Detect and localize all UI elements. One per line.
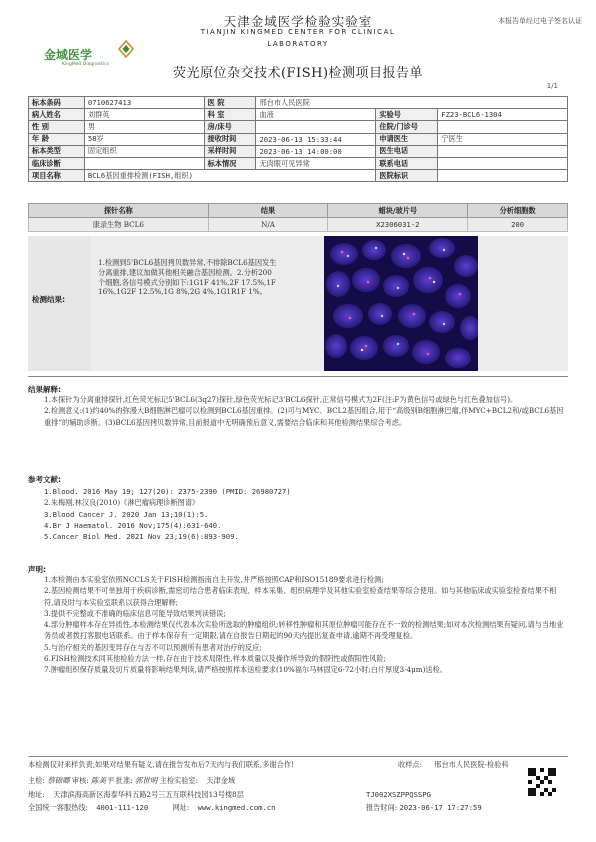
table-row: [29, 109, 568, 121]
column-header-result: 结果: [208, 204, 328, 218]
interpretation-heading: 结果解释:: [28, 385, 61, 394]
info-label: 实验号: [376, 109, 438, 121]
column-header-probe: 探针名称: [29, 204, 209, 218]
fish-microscopy-image: [324, 236, 478, 371]
list-item: 1.Blood. 2016 May 19; 127(20): 2375-2390 (PMID: 26980727): [44, 487, 291, 496]
logo-text-en: KingMed Diagnostics: [62, 62, 109, 67]
list-item: 2.基因检测结果不可单独用于疾病诊断,需密切结合患者临床表现、样本采集、组织病理学及其他实验室检查结果等综合使用。如与其他临床或实验室检查结果不相符,请及时与本实验室联系以获得合理解释;: [44, 586, 557, 607]
approver-signature: 郭世明: [134, 776, 158, 785]
block-slide-number: X2306031-2: [328, 218, 468, 232]
lab-name-en-line2: LABORATORY: [267, 40, 329, 48]
info-value: 宁医生: [438, 133, 568, 145]
report-code: TJ002XSZPPQSSPG: [366, 790, 431, 799]
list-item: 6.FISH检测技术同其他检验方法一样,存在由于技术局限性,样本质量以及操作所导致的假阴性或假阳性风险;: [44, 654, 386, 664]
interpretation-paragraph: 2.检测意义:(1)约40%的弥漫大B细胞淋巴瘤可以检测到BCL6基因重排。(2)可与MYC、BCL2基因组合,用于“高级别B细胞淋巴瘤,伴MYC+BCL2和/或BCL6基因重排”的辅助诊断。(3)BCL6基因拷贝数异常,目前报道中无明确预后意义,需要结合临床和其他检测结果综合考虑。: [44, 406, 564, 427]
info-label: 项目名称: [29, 170, 85, 182]
info-label: 病人姓名: [29, 109, 85, 121]
table-row: [29, 121, 568, 133]
logo-text-cn: 金域医学: [44, 48, 93, 62]
table-row: [29, 145, 568, 157]
list-item: 1.本检测由本实验室依照NCCLS关于FISH检测指南自主开发,并严格按照CAP和ISO15189要求进行检测;: [44, 575, 384, 584]
info-value: 0710627413: [84, 97, 204, 109]
info-value: [438, 121, 568, 133]
footer-divider: [28, 756, 568, 757]
info-label: 医生电话: [376, 145, 438, 157]
table-row: [29, 133, 568, 145]
info-label: 联系电话: [376, 157, 438, 169]
table-row: [29, 170, 568, 182]
cell-count: 200: [468, 218, 568, 232]
result-value: N/A: [208, 218, 328, 232]
info-label: 房/床号: [204, 121, 256, 133]
references-list: [44, 486, 564, 542]
patient-info-table: [28, 96, 568, 182]
list-item: 5.与治疗相关的基因变异存在与否不可以预测所有患者对治疗的反应;: [44, 642, 262, 652]
findings-text: 1.检测到5'BCL6基因拷贝数异常,不排除BCL6基因发生分离重排,建议加做其他相关融合基因检测。2.分析200个细胞,各信号模式分别如下:1G1F 41%,2F 17.5%,1F 16%,1G2F 12.5%,1G 8%,2G 4%,1G1R1F 1%。: [98, 258, 277, 297]
info-label: 医院标识: [376, 170, 438, 182]
info-value: BCL6基因重排检测(FISH,组织): [84, 170, 375, 182]
info-value: 58岁: [84, 133, 204, 145]
info-value: [438, 145, 568, 157]
table-row: [29, 97, 568, 109]
signature-row: [28, 775, 235, 786]
lab-name-en-line1: TIANJIN KINGMED CENTER FOR CLINICAL: [200, 28, 396, 36]
list-item: 3.Blood Cancer J. 2020 Jan 13;10(1):5.: [44, 509, 209, 519]
interpretation-paragraph: 1.本探针为分离重排探针,红色荧光标记5'BCL6(3q27)探针,绿色荧光标记3'BCL6探针,正常信号模式为2F(注:F为黄色信号或绿色与红色叠加信号)。: [44, 395, 518, 404]
info-label: 年 龄: [29, 133, 85, 145]
address-value: 天津滨海高新区海泰华科五路2号三五互联科技园13号楼8层: [53, 790, 244, 799]
info-value: 2023-06-13 15:33:44: [256, 133, 376, 145]
e-signature-notice: 本报告单经过电子签名认证: [498, 17, 582, 25]
website-label: 网址:: [172, 803, 190, 812]
tester-signature: 蔡锦卿: [47, 776, 70, 785]
info-value: 2023-06-13 14:00:00: [256, 145, 376, 157]
info-value: [84, 157, 204, 169]
info-value: 无肉眼可见异常: [256, 157, 376, 169]
references-heading: 参考文献:: [28, 475, 61, 484]
info-label: 医 院: [204, 97, 256, 109]
info-value: [438, 157, 568, 169]
list-item: 2.朱梅刚,林汉良(2010)《淋巴瘤病理诊断图谱》: [44, 498, 200, 508]
info-label: 标本类型: [29, 145, 85, 157]
table-row: [29, 218, 568, 232]
hotline-label: 全国统一客服热线:: [28, 803, 88, 812]
report-title: 荧光原位杂交技术(FISH)检测项目报告单: [172, 66, 424, 81]
info-label: 标本条码: [29, 97, 85, 109]
column-header-cell-count: 分析细胞数: [468, 204, 568, 218]
info-label: 采样时间: [204, 145, 256, 157]
reviewer-label: 审核:: [71, 776, 89, 785]
info-value: 固定组织: [84, 145, 204, 157]
unit-label: 主检实验室:: [159, 776, 199, 785]
info-label: 住院/门诊号: [376, 121, 438, 133]
contact-row: [28, 803, 275, 813]
column-header-block-slide: 蜡块/玻片号: [328, 204, 468, 218]
info-value: 邢台市人民医院: [256, 97, 568, 109]
address-label: 地址:: [28, 790, 45, 799]
list-item: 3.提供不完整或不准确的临床信息可能导致结果判读错误;: [44, 608, 226, 618]
website-link[interactable]: www.kingmed.com.cn: [197, 803, 276, 812]
interpretation-body: [44, 394, 564, 428]
recipient-label: 收样点:: [398, 760, 422, 769]
info-value: 血液: [256, 109, 376, 121]
tester-label: 主检:: [28, 776, 45, 785]
info-label: 申请医生: [376, 133, 438, 145]
table-row: [29, 157, 568, 169]
findings-label-cell: [28, 236, 90, 371]
list-item: 4.Br J Haematol. 2016 Nov;175(4):631-640.: [44, 520, 222, 530]
list-item: 4.部分肿瘤样本存在异质性,本检测结果仅代表本次实验所选取的肿瘤组织;转移性肿瘤和其原位肿瘤可能存在不一致的检测结果;如对本次检测结果有疑问,请与当地业务员或者拨打客服电话联系。由于样本保存有一定期限,请在自报告日期起的90天内提出复查申请,逾期不再受理复检。: [44, 620, 564, 641]
report-time-value: 2023-06-17 17:27:59: [399, 803, 482, 812]
info-value: 男: [84, 121, 204, 133]
info-value: FZ23-BCL6-1304: [438, 109, 568, 121]
statement-heading: 声明:: [28, 565, 46, 574]
info-label: 接收时间: [204, 133, 256, 145]
hotline-value: 4001-111-120: [96, 803, 149, 812]
disclaimer: 本检测仅对来样负责,如果对结果有疑义,请在报告发布后7天内与我们联系,多谢合作!: [28, 760, 294, 769]
lab-name-cn: 天津金域医学检验实验室: [223, 14, 373, 29]
info-value: [438, 170, 568, 182]
address-row: [28, 790, 244, 800]
report-time: [366, 803, 482, 813]
page-number: 1/1: [546, 82, 558, 90]
probe-name: 康录生物 BCL6: [29, 218, 209, 232]
logo-mark-icon: [118, 40, 134, 58]
info-label: 临床诊断: [29, 157, 85, 169]
list-item: 7.肿瘤组织保存质量及切片质量将影响结果判读,请严格按照样本送检要求(10%福尔马林固定6-72小时;白片厚度3-4μm)送检。: [44, 665, 447, 675]
unit-value: 天津金域: [206, 776, 236, 785]
probe-result-table: [28, 203, 568, 232]
divider: [28, 376, 568, 377]
info-label: 科 室: [204, 109, 256, 121]
qr-code-icon[interactable]: [528, 768, 556, 796]
recipient-value: 邢台市人民医院-检验科: [434, 760, 509, 769]
info-label: 标本情况: [204, 157, 256, 169]
approver-label: 批准:: [115, 776, 133, 785]
list-item: 5.Cancer Biol Med. 2021 Nov 23;19(6):893-909.: [44, 532, 239, 542]
reviewer-signature: 陈美平: [90, 776, 114, 785]
report-time-label: 报告时间:: [366, 803, 398, 812]
info-label: 性 别: [29, 121, 85, 133]
info-value: [256, 121, 376, 133]
findings-label: 检测结果:: [32, 295, 65, 304]
recipient: [398, 760, 509, 770]
statement-list: [44, 574, 564, 676]
info-value: 刘群英: [84, 109, 204, 121]
